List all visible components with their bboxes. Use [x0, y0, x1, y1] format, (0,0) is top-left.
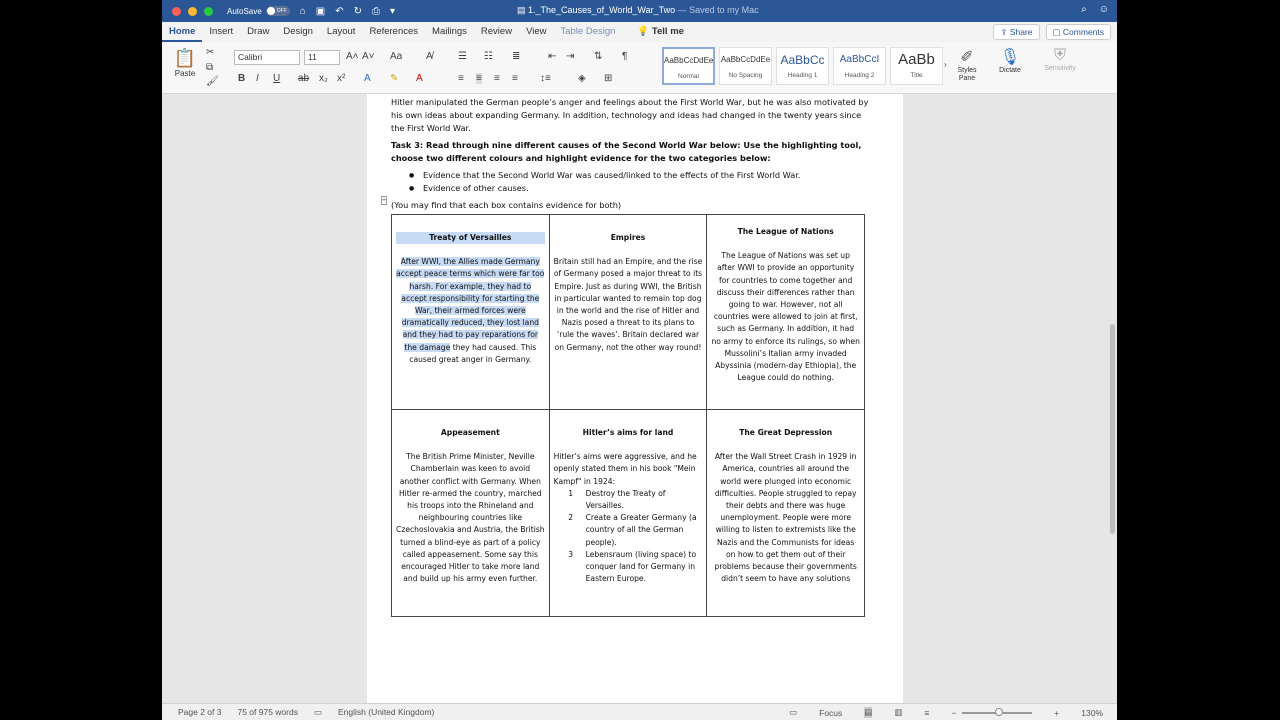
status-bar [162, 703, 1117, 720]
close-window-button[interactable] [172, 7, 181, 16]
underline-icon[interactable]: U [273, 73, 281, 84]
lightbulb-icon: 💡 [637, 26, 650, 37]
borders-icon[interactable]: ⊞ [604, 73, 613, 84]
focus-icon[interactable]: ▭ [789, 707, 798, 717]
style-no-spacing[interactable] [719, 47, 772, 85]
line-spacing-icon[interactable]: ↕≡ [540, 73, 551, 84]
view-controls [773, 707, 1103, 718]
list-item: ● Evidence of other causes. [409, 182, 871, 195]
tab-references[interactable]: References [369, 26, 419, 37]
focus-label[interactable]: Focus [819, 707, 843, 718]
style-sample: AaBbCcI [839, 54, 880, 65]
document-icon: ▤ [517, 5, 526, 15]
tab-review[interactable]: Review [480, 26, 513, 37]
font-size-select[interactable]: 11 [304, 50, 340, 65]
quick-access-toolbar [300, 6, 395, 17]
text-effects-icon[interactable]: A [364, 73, 371, 84]
cell-hitlers-aims[interactable] [549, 410, 707, 617]
style-sample: AaBbCc [780, 53, 825, 67]
comments-label: Comments [1062, 27, 1104, 37]
home-icon[interactable]: ⌂ [299, 5, 306, 17]
superscript-icon[interactable]: x² [337, 73, 346, 84]
clipboard-icon: 📋 [173, 48, 197, 68]
bold-icon[interactable]: B [238, 73, 246, 84]
cell-heading: Treaty of Versailles [396, 232, 545, 244]
style-sample: AaBb [898, 51, 935, 68]
increase-indent-icon[interactable]: ⇥ [566, 51, 575, 62]
cell-league-of-nations[interactable] [707, 215, 865, 410]
fullscreen-window-button[interactable] [204, 7, 213, 16]
cell-empires[interactable] [549, 215, 707, 410]
cell-heading: Appeasement [440, 428, 500, 437]
list-item [556, 512, 703, 549]
ribbon-tabs [162, 22, 1117, 42]
style-name: Heading 2 [844, 72, 875, 79]
grow-font-icon[interactable]: A˄ [346, 51, 359, 62]
list-number: 2 [568, 513, 574, 523]
cell-text: The British Prime Minister, Neville Chamberlain was keen to avoid another conflict with Germany. When Hitler re-armed the country, marched his troops into the Rhineland and neighbouring countries like Czechoslovakia and Austria, the British turned a blind-eye as part of a policy called appeasement. Some say this encouraged Hitler to take more land and build up his army even further. [396, 452, 545, 584]
tab-design[interactable]: Design [283, 26, 313, 37]
save-icon[interactable]: ▣ [315, 5, 326, 17]
tab-table-design[interactable]: Table Design [560, 26, 616, 37]
document-title [517, 5, 759, 16]
numbering-icon[interactable]: ☷ [484, 51, 493, 62]
font-color-icon[interactable]: A [416, 73, 423, 84]
subscript-icon[interactable]: x₂ [319, 73, 328, 84]
list-text: Lebensraum (living space) to conquer land for Germany in Eastern Europe. [585, 549, 697, 584]
justify-icon[interactable]: ≡ [512, 73, 518, 84]
task-3-instruction: Task 3: Read through nine different causes of the Second World War below: Use the highlighting tool, choose two different colours and highlight evidence for the two categories below: [391, 140, 862, 163]
cell-text: After the Wall Street Crash in 1929 in America, countries all around the world were plunged into economic difficulties. People struggled to repay their debts and there was huge unemployment. People were more willing to listen to extremists like the Nazis and the Communists for ideas on how to get them out of their problems because their governments didn’t seem to have any solutions [714, 452, 857, 584]
cell-great-depression[interactable] [707, 410, 865, 617]
page-count[interactable]: Page 2 of 3 [178, 707, 222, 717]
tab-layout[interactable]: Layout [326, 26, 356, 37]
style-heading-1[interactable] [776, 47, 829, 85]
redo-icon[interactable]: ↻ [353, 5, 362, 17]
save-status: — Saved to my Mac [677, 5, 759, 15]
cell-treaty-of-versailles[interactable] [392, 215, 550, 410]
italic-icon[interactable]: I [256, 73, 259, 84]
share-icon: ⇪ [1000, 27, 1008, 37]
tab-mailings[interactable]: Mailings [432, 26, 467, 37]
cell-heading: Empires [610, 233, 646, 242]
share-area [993, 24, 1111, 40]
table-row [392, 215, 865, 410]
show-marks-icon[interactable]: ¶ [622, 51, 628, 62]
outline-icon[interactable]: ≡ [924, 707, 930, 718]
style-sample: AaBbCcDdEe [664, 56, 713, 65]
styles-pane-label: Styles Pane [957, 67, 977, 82]
font-name-select[interactable]: Calibri [234, 50, 300, 65]
dictate-label: Dictate [999, 67, 1021, 74]
title-bar [162, 0, 1117, 22]
list-item [556, 549, 703, 586]
style-name: No Spacing [728, 72, 763, 79]
category-list [391, 169, 871, 195]
cell-heading: The League of Nations [737, 227, 834, 236]
decrease-indent-icon[interactable]: ⇤ [548, 51, 557, 62]
cut-icon[interactable]: ✂ [206, 47, 215, 58]
style-name: Heading 1 [787, 72, 818, 79]
vertical-scrollbar[interactable] [1110, 324, 1115, 534]
format-painter-icon[interactable]: 🖌 [206, 76, 219, 87]
align-right-icon[interactable]: ≡ [494, 73, 500, 84]
copy-icon[interactable]: ⧉ [206, 62, 214, 73]
shrink-font-icon[interactable]: A˅ [362, 51, 375, 62]
zoom-slider-thumb[interactable] [995, 708, 1003, 716]
style-title[interactable] [890, 47, 943, 85]
print-icon[interactable]: ⎙ [371, 5, 380, 17]
list-number: 3 [568, 549, 574, 559]
web-layout-icon[interactable]: ▥ [894, 707, 903, 717]
list-item [556, 488, 703, 512]
document-name: 1._The_Causes_of_World_War_Two [528, 5, 676, 15]
autosave-toggle[interactable]: OFF [266, 6, 290, 16]
ribbon-home [162, 42, 1117, 94]
list-item: ● Evidence that the Second World War was caused/linked to the effects of the First World War. [409, 169, 871, 182]
style-sample: AaBbCcDdEe [720, 55, 771, 64]
search-icon[interactable]: ⌕ [1081, 4, 1087, 15]
style-name: Normal [678, 73, 699, 80]
strikethrough-icon[interactable]: ab [298, 73, 310, 84]
comment-icon: ▢ [1052, 27, 1061, 37]
causes-table [391, 214, 865, 617]
sort-icon[interactable]: ⇅ [594, 51, 603, 62]
cell-text: they had caused. This caused great anger in Germany. [409, 342, 537, 364]
styles-pane-icon: ✐ [960, 49, 974, 66]
zoom-slider[interactable] [962, 712, 1032, 714]
cell-appeasement[interactable] [392, 410, 550, 617]
change-case-icon[interactable]: Aa [390, 51, 403, 62]
print-layout-icon[interactable]: ▤ [864, 707, 873, 717]
cell-text: Hitler’s aims were aggressive, and he openly stated them in his book "Mein Kampf" in 1924: [553, 452, 697, 486]
cell-heading: Hitler’s aims for land [582, 428, 674, 437]
window-controls [172, 7, 213, 16]
paste-button[interactable] [172, 48, 198, 78]
word-count[interactable]: 75 of 975 words [237, 707, 298, 717]
bullets-icon[interactable]: ☰ [458, 51, 467, 62]
styles-pane-button[interactable] [954, 47, 980, 83]
multilevel-list-icon[interactable]: ≣ [512, 51, 521, 62]
titlebar-right [1081, 4, 1109, 15]
sensitivity-label: Sensitivity [1044, 65, 1076, 72]
align-center-icon[interactable]: ≡ [476, 73, 482, 84]
paste-label: Paste [174, 69, 196, 78]
tab-draw[interactable]: Draw [247, 26, 270, 37]
list-text: Destroy the Treaty of Versailles. [585, 488, 666, 511]
customize-toolbar-icon[interactable]: ▾ [389, 5, 396, 17]
cell-text: The League of Nations was set up after WWI to provide an opportunity for countries to come together and discuss their differences rather than going to war. However, not all countries were allowed to join at first, such as Germany. In addition, it had no army to enforce its rulings, so when Mussolini’s Italian army invaded Abyssinia (modern-day Ethiopia), the League could do nothing. [711, 251, 860, 383]
zoom-in-icon[interactable]: + [1054, 707, 1060, 718]
note-paragraph: (You may find that each box contains evidence for both) [391, 200, 622, 210]
list-text: Create a Greater Germany (a country of all the German people). [585, 513, 697, 547]
align-left-icon[interactable]: ≡ [458, 73, 464, 84]
undo-icon[interactable]: ↶ [335, 5, 344, 17]
aims-list [554, 488, 703, 586]
autosave [227, 6, 290, 16]
document-area [162, 94, 1117, 703]
sensitivity-button[interactable] [1040, 47, 1080, 72]
cell-heading: The Great Depression [739, 428, 833, 437]
shading-icon[interactable]: ◈ [578, 73, 586, 84]
style-name: Title [910, 72, 923, 79]
tab-insert[interactable]: Insert [209, 26, 234, 37]
sensitivity-icon: ⛨ [1053, 47, 1066, 64]
share-button[interactable] [993, 24, 1039, 40]
cell-text: Britain still had an Empire, and the rise of Germany posed a major threat to its Empire. Just as during WWI, the British in particular wanted to remain top dog in the world and the rise of Hitler and Nazis posed a threat to its plans to ‘rule the waves’. Britain declared war on Germany, not the other way round! [553, 257, 703, 352]
word-window [162, 0, 1117, 720]
account-icon[interactable]: ☺ [1098, 4, 1109, 15]
highlight-icon[interactable]: ✎ [390, 73, 399, 84]
styles-gallery [662, 47, 943, 85]
clear-formatting-icon[interactable]: A̸ [426, 51, 433, 62]
gallery-more-icon[interactable]: › [944, 60, 947, 69]
tab-home[interactable]: Home [162, 22, 202, 42]
tab-view[interactable]: View [526, 26, 547, 37]
tell-me-search[interactable] [630, 22, 691, 42]
style-heading-2[interactable] [833, 47, 886, 85]
document-body [391, 96, 871, 216]
document-page[interactable] [367, 94, 903, 703]
table-row [392, 410, 865, 617]
dictate-button[interactable] [994, 47, 1026, 74]
list-number: 1 [568, 488, 574, 498]
zoom-level[interactable]: 130% [1081, 707, 1103, 718]
language[interactable]: English (United Kingdom) [338, 707, 435, 717]
zoom-out-icon[interactable]: − [951, 707, 957, 718]
minimize-window-button[interactable] [188, 7, 197, 16]
share-label: Share [1009, 27, 1033, 37]
style-normal[interactable] [662, 47, 715, 85]
highlighted-text: After WWI, the Allies made Germany accept peace terms which were far too harsh. For example, they had to accept responsibility for starting the War, their armed forces were dramatically reduced, they lost land and they had to pay reparations for the damage [396, 257, 545, 352]
comments-button[interactable] [1046, 24, 1112, 40]
autosave-label: AutoSave [227, 6, 262, 16]
tell-me-label: Tell me [651, 26, 684, 37]
intro-paragraph: Hitler manipulated the German people’s anger and feelings about the First World War, but he was also motivated by his own ideas about expanding Germany. In addition, technology and ideas had changed in the twenty years since the First World War. [391, 97, 869, 133]
table-move-handle-icon[interactable]: + [382, 197, 387, 204]
microphone-icon: 🎙 [999, 49, 1021, 66]
proofing-icon[interactable]: ▭ [313, 706, 322, 717]
